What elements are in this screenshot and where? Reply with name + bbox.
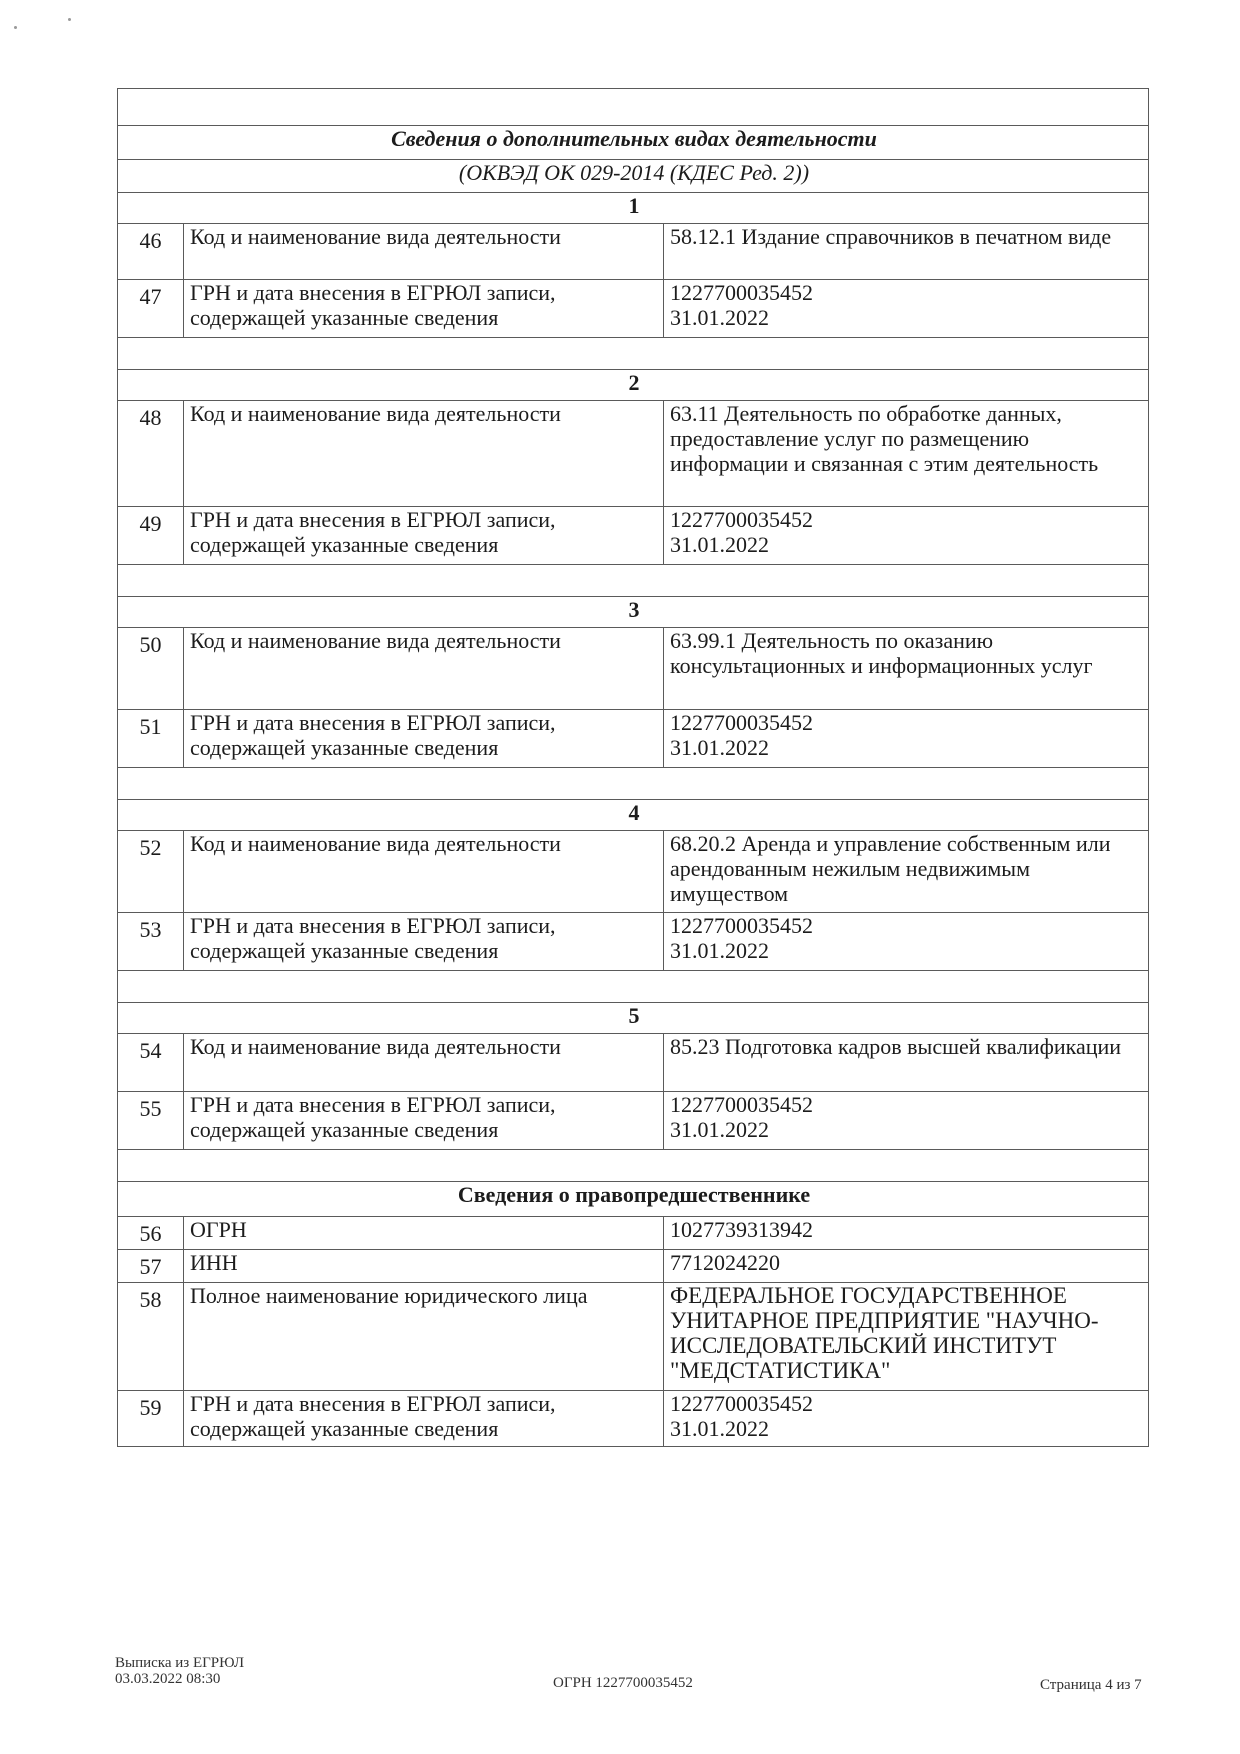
grn-value: 1227700035452 <box>670 1391 813 1416</box>
group-number: 2 <box>118 370 1149 401</box>
group-number: 4 <box>118 800 1149 831</box>
row-number: 50 <box>118 628 184 710</box>
section-subtitle: (ОКВЭД ОК 029-2014 (КДЕС Ред. 2)) <box>118 160 1149 193</box>
blank-row <box>118 971 1149 1003</box>
row-number: 55 <box>118 1092 184 1150</box>
table-row <box>118 1391 1149 1447</box>
group-number: 3 <box>118 597 1149 628</box>
row-number: 56 <box>118 1217 184 1250</box>
row-label: ГРН и дата внесения в ЕГРЮЛ записи, содержащей указанные сведения <box>184 913 664 971</box>
table-row <box>118 507 1149 565</box>
footer-page-number: Страница 4 из 7 <box>1040 1677 1142 1693</box>
row-value <box>664 1391 1149 1447</box>
footer-doc-info <box>115 1655 244 1687</box>
table-row <box>118 280 1149 338</box>
footer-ogrn: ОГРН 1227700035452 <box>553 1675 693 1691</box>
row-value <box>664 710 1149 768</box>
group-number: 1 <box>118 193 1149 224</box>
table-row <box>118 1250 1149 1283</box>
table-row <box>118 1092 1149 1150</box>
row-number: 47 <box>118 280 184 338</box>
row-value <box>664 280 1149 338</box>
row-number: 52 <box>118 831 184 913</box>
grn-value: 1227700035452 <box>670 1092 813 1117</box>
grn-date: 31.01.2022 <box>670 1117 769 1142</box>
section-title-row <box>118 126 1149 160</box>
footer-doc-title: Выписка из ЕГРЮЛ <box>115 1655 244 1671</box>
row-label: ГРН и дата внесения в ЕГРЮЛ записи, содержащей указанные сведения <box>184 507 664 565</box>
row-value: 1027739313942 <box>664 1217 1149 1250</box>
row-label: ОГРН <box>184 1217 664 1250</box>
row-label: Код и наименование вида деятельности <box>184 628 664 710</box>
group-header-row <box>118 370 1149 401</box>
row-value <box>664 507 1149 565</box>
table-row <box>118 1217 1149 1250</box>
grn-date: 31.01.2022 <box>670 305 769 330</box>
row-number: 46 <box>118 224 184 280</box>
row-number: 58 <box>118 1283 184 1391</box>
group-header-row <box>118 193 1149 224</box>
row-value: 7712024220 <box>664 1250 1149 1283</box>
grn-date: 31.01.2022 <box>670 532 769 557</box>
grn-value: 1227700035452 <box>670 913 813 938</box>
blank-row <box>118 89 1149 126</box>
grn-value: 1227700035452 <box>670 280 813 305</box>
footer-doc-datetime: 03.03.2022 08:30 <box>115 1671 221 1687</box>
row-number: 53 <box>118 913 184 971</box>
group-header-row <box>118 800 1149 831</box>
blank-row <box>118 768 1149 800</box>
row-label: Код и наименование вида деятельности <box>184 224 664 280</box>
group-header-row <box>118 1003 1149 1034</box>
table-row <box>118 628 1149 710</box>
row-label: Код и наименование вида деятельности <box>184 401 664 507</box>
grn-value: 1227700035452 <box>670 507 813 532</box>
row-value: 63.11 Деятельность по обработке данных, предоставление услуг по размещению информации и связанная с этим деятельность <box>664 401 1149 507</box>
row-value: 63.99.1 Деятельность по оказанию консультационных и информационных услуг <box>664 628 1149 710</box>
blank-row <box>118 338 1149 370</box>
row-label: ГРН и дата внесения в ЕГРЮЛ записи, содержащей указанные сведения <box>184 1092 664 1150</box>
group-number: 5 <box>118 1003 1149 1034</box>
row-label: Код и наименование вида деятельности <box>184 831 664 913</box>
section-subtitle-row <box>118 160 1149 193</box>
row-number: 51 <box>118 710 184 768</box>
row-value: 58.12.1 Издание справочников в печатном виде <box>664 224 1149 280</box>
row-value: 68.20.2 Аренда и управление собственным или арендованным нежилым недвижимым имуществом <box>664 831 1149 913</box>
row-number: 48 <box>118 401 184 507</box>
table-row <box>118 224 1149 280</box>
table-row <box>118 1283 1149 1391</box>
predecessor-title: Сведения о правопредшественнике <box>118 1182 1149 1217</box>
section-title: Сведения о дополнительных видах деятельности <box>118 126 1149 160</box>
scan-speck <box>68 18 71 21</box>
grn-date: 31.01.2022 <box>670 938 769 963</box>
row-value: 85.23 Подготовка кадров высшей квалификации <box>664 1034 1149 1092</box>
row-label: Полное наименование юридического лица <box>184 1283 664 1391</box>
table-row <box>118 401 1149 507</box>
row-value: ФЕДЕРАЛЬНОЕ ГОСУДАРСТВЕННОЕ УНИТАРНОЕ ПРЕДПРИЯТИЕ "НАУЧНО-ИССЛЕДОВАТЕЛЬСКИЙ ИНСТИТУТ "МЕДСТАТИСТИКА" <box>664 1283 1149 1391</box>
row-number: 57 <box>118 1250 184 1283</box>
egrul-table <box>117 88 1149 1447</box>
row-label: ГРН и дата внесения в ЕГРЮЛ записи, содержащей указанные сведения <box>184 710 664 768</box>
table-row <box>118 710 1149 768</box>
table-row <box>118 831 1149 913</box>
grn-date: 31.01.2022 <box>670 735 769 760</box>
row-label: Код и наименование вида деятельности <box>184 1034 664 1092</box>
predecessor-title-row <box>118 1182 1149 1217</box>
row-value <box>664 1092 1149 1150</box>
row-value <box>664 913 1149 971</box>
table-row <box>118 1034 1149 1092</box>
scan-speck <box>14 26 17 29</box>
table-row <box>118 913 1149 971</box>
row-label: ГРН и дата внесения в ЕГРЮЛ записи, содержащей указанные сведения <box>184 280 664 338</box>
row-number: 54 <box>118 1034 184 1092</box>
blank-row <box>118 1150 1149 1182</box>
row-number: 59 <box>118 1391 184 1447</box>
grn-value: 1227700035452 <box>670 710 813 735</box>
group-header-row <box>118 597 1149 628</box>
row-label: ИНН <box>184 1250 664 1283</box>
grn-date: 31.01.2022 <box>670 1416 769 1441</box>
row-number: 49 <box>118 507 184 565</box>
row-label: ГРН и дата внесения в ЕГРЮЛ записи, содержащей указанные сведения <box>184 1391 664 1447</box>
blank-row <box>118 565 1149 597</box>
